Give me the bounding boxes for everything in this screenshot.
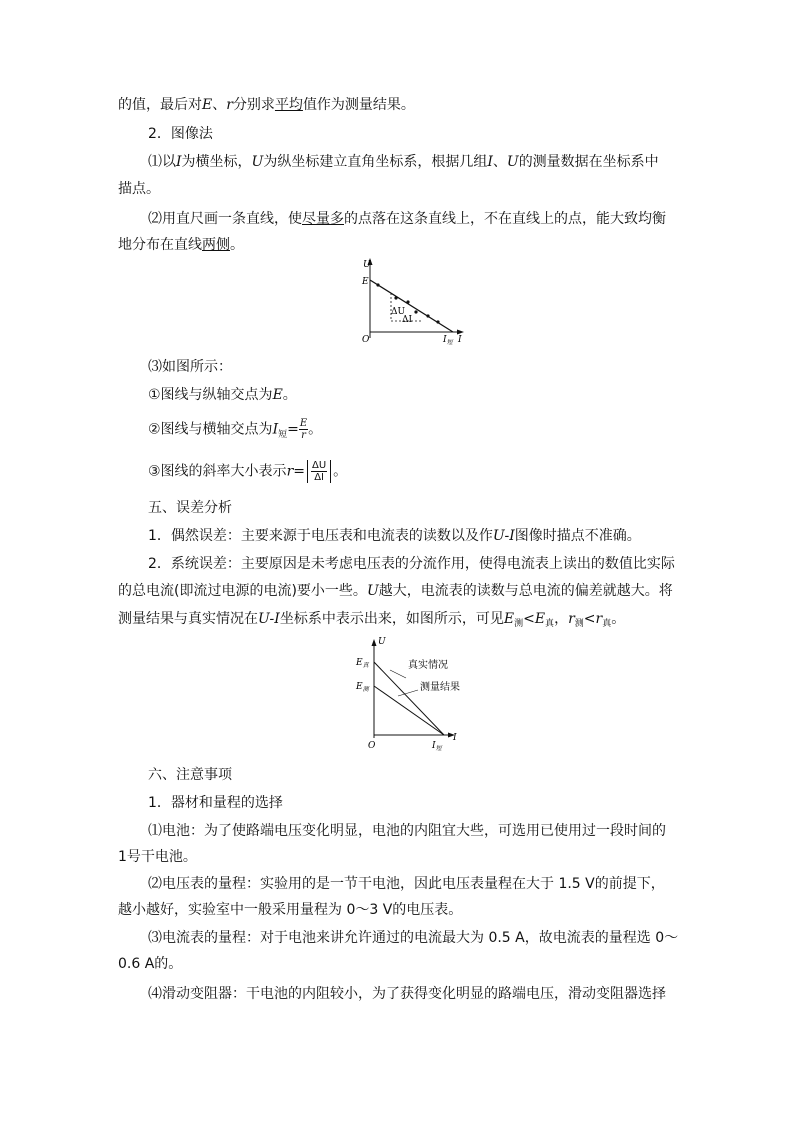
text: 。 — [308, 421, 323, 438]
data-point — [426, 314, 429, 317]
label-I: I — [453, 733, 457, 743]
label-O: O — [362, 335, 370, 345]
line-measured — [374, 686, 444, 735]
text: 为横坐标， — [181, 154, 252, 170]
text-line-n4a: ⑷滑动变阻器：干电池的内阻较小，为了获得变化明显的路端电压，滑动变阻器选择 — [148, 986, 666, 1002]
text: 的值，最后对 — [118, 97, 202, 113]
denominator: ΔI — [314, 472, 324, 483]
text-line-c3 — [148, 460, 347, 483]
text-line-n1a: ⑴电池：为了使路端电压变化明显，电池的内阻宜大些，可选用已使用过一段时间的 — [148, 823, 666, 839]
text: 。 — [611, 611, 626, 627]
label-I-short-main: I — [443, 335, 447, 345]
text: 的总电流(即流过电源的电流)要小一些。 — [118, 583, 367, 599]
symbol-I: I — [487, 154, 493, 170]
text: ③图线的斜率大小表示 — [148, 463, 287, 480]
label-O: O — [368, 741, 376, 751]
text-line-c1 — [148, 385, 297, 405]
symbol-U: U — [366, 583, 379, 599]
label-I-short-main: I — [432, 741, 436, 751]
label-I: I — [458, 335, 462, 345]
denominator: r — [301, 430, 306, 441]
text: = — [293, 463, 305, 480]
text: 、 — [492, 154, 507, 170]
underlined-term: 两侧 — [202, 237, 230, 253]
numerator: E — [299, 418, 308, 429]
label-I-short — [431, 741, 443, 752]
text: 。 — [282, 387, 297, 403]
text-line-p1b: 描点。 — [118, 181, 160, 197]
data-point — [436, 320, 439, 323]
symbol-U: U — [506, 154, 519, 170]
subscript: 测 — [514, 619, 524, 629]
text: ①图线与纵轴交点为 — [148, 387, 273, 403]
text-line-n3b: 0.6 A的。 — [118, 956, 183, 972]
text: 1．偶然误差：主要来源于电压表和电流表的读数以及作 — [148, 528, 493, 544]
leader-measured — [398, 690, 418, 696]
section-heading-error-analysis: 五、误差分析 — [148, 500, 232, 516]
label-E-measured — [355, 682, 370, 693]
label-U: U — [363, 260, 371, 270]
text: 值作为测量结果。 — [302, 97, 415, 113]
text: 的测量数据在坐标系中 — [518, 154, 659, 170]
text: < — [523, 611, 535, 627]
text-line-c2 — [148, 418, 322, 442]
symbol-r: r — [226, 97, 233, 113]
text: 坐标系中表示出来，如图所示，可见 — [279, 611, 504, 627]
label-measured-result: 测量结果 — [420, 682, 460, 693]
label-E-true-sub: 真 — [362, 662, 369, 669]
symbol-E: E — [534, 611, 546, 627]
text: ， — [554, 611, 569, 627]
symbol-r: r — [568, 611, 575, 627]
subscript: 真 — [602, 619, 612, 629]
text: ②图线与横轴交点为 — [148, 421, 273, 438]
absolute-value — [307, 460, 331, 483]
text: = — [287, 421, 299, 438]
text-line-e1 — [148, 526, 641, 546]
label-E: E — [362, 277, 369, 287]
text: 、 — [212, 97, 227, 113]
label-I-short-sub: 短 — [435, 745, 442, 752]
data-point — [376, 283, 379, 286]
text-line-n2b: 越小越好，实验室中一般采用量程为 0～3 V的电压表。 — [118, 902, 463, 918]
text-line-p2b — [118, 235, 244, 255]
text: 。 — [230, 237, 244, 253]
text: 的点落在这条直线上，不在直线上的点，能大致均衡 — [344, 211, 666, 227]
text-line-n1b: 1号干电池。 — [118, 849, 197, 865]
label-E-true-main: E — [356, 658, 363, 668]
label-delta-I: ΔI — [402, 315, 413, 325]
leader-true — [390, 670, 406, 678]
text-line-p3: ⑶如图所示： — [148, 359, 232, 375]
subsection-heading-equipment: 1．器材和量程的选择 — [148, 795, 283, 811]
text: 地分布在直线 — [118, 237, 202, 253]
symbol-U: U — [251, 154, 264, 170]
label-U: U — [378, 637, 386, 647]
fraction — [311, 460, 327, 483]
text-line-e2c — [118, 609, 625, 631]
symbol-UI: U-I — [492, 528, 515, 544]
text-line-n3a: ⑶电流表的量程：对于电池来讲允许通过的电流最大为 0.5 A，故电流表的量程选 0～ — [148, 930, 679, 946]
text-line-e2a: 2．系统误差：主要原因是未考虑电压表的分流作用，使得电流表上读出的数值比实际 — [148, 556, 675, 572]
figure-ui-graph — [356, 256, 476, 348]
data-point — [414, 310, 417, 313]
label-true-condition: 真实情况 — [408, 660, 448, 671]
symbol-E: E — [272, 387, 283, 403]
subscript: 真 — [545, 619, 555, 629]
text-line-n2a: ⑵电压表的量程：实验用的是一节干电池，因此电压表量程在大于 1.5 V的前提下， — [148, 876, 665, 892]
text-line-1 — [118, 95, 415, 115]
subscript: 短 — [278, 429, 288, 440]
figure-true-vs-measured — [340, 634, 470, 754]
label-E-measured-sub: 测 — [362, 686, 369, 693]
text: ⑴以 — [148, 154, 176, 170]
text: 测量结果与真实情况在 — [118, 611, 258, 627]
label-delta-U: ΔU — [391, 307, 406, 317]
data-point — [394, 296, 397, 299]
text-line-e2b — [118, 581, 673, 601]
symbol-E: E — [503, 611, 515, 627]
text: 。 — [333, 463, 348, 480]
text: < — [583, 611, 596, 627]
underlined-term: 平均 — [274, 97, 303, 113]
section-heading-image-method: 2．图像法 — [148, 126, 213, 142]
section-heading-notes: 六、注意事项 — [148, 767, 232, 783]
label-E-true — [355, 658, 370, 669]
symbol-I: I — [272, 421, 279, 438]
label-I-short — [442, 335, 454, 346]
line-true — [374, 662, 444, 735]
text: ⑵用直尺画一条直线，使 — [148, 211, 302, 227]
label-E-measured-main: E — [356, 682, 363, 692]
numerator: ΔU — [312, 460, 327, 471]
text: 为纵坐标建立直角坐标系，根据几组 — [263, 154, 488, 170]
underlined-term: 尽量多 — [302, 211, 344, 227]
symbol-r: r — [286, 463, 294, 480]
i-axis-arrow — [457, 330, 464, 335]
symbol-I: I — [176, 154, 182, 170]
symbol-r: r — [595, 611, 603, 627]
fraction — [299, 418, 308, 441]
symbol-E: E — [202, 97, 213, 113]
label-I-short-sub: 短 — [446, 339, 453, 346]
text-line-p1a — [148, 152, 659, 172]
text-line-p2a — [148, 209, 666, 229]
symbol-UI: U-I — [258, 611, 280, 627]
text: 越大，电流表的读数与总电流的偏差就越大。将 — [378, 583, 673, 599]
text: 分别求 — [232, 97, 275, 113]
subscript: 测 — [574, 619, 584, 629]
text: 图像时描点不准确。 — [514, 528, 641, 544]
data-point — [406, 300, 409, 303]
u-axis-arrow — [372, 639, 377, 646]
